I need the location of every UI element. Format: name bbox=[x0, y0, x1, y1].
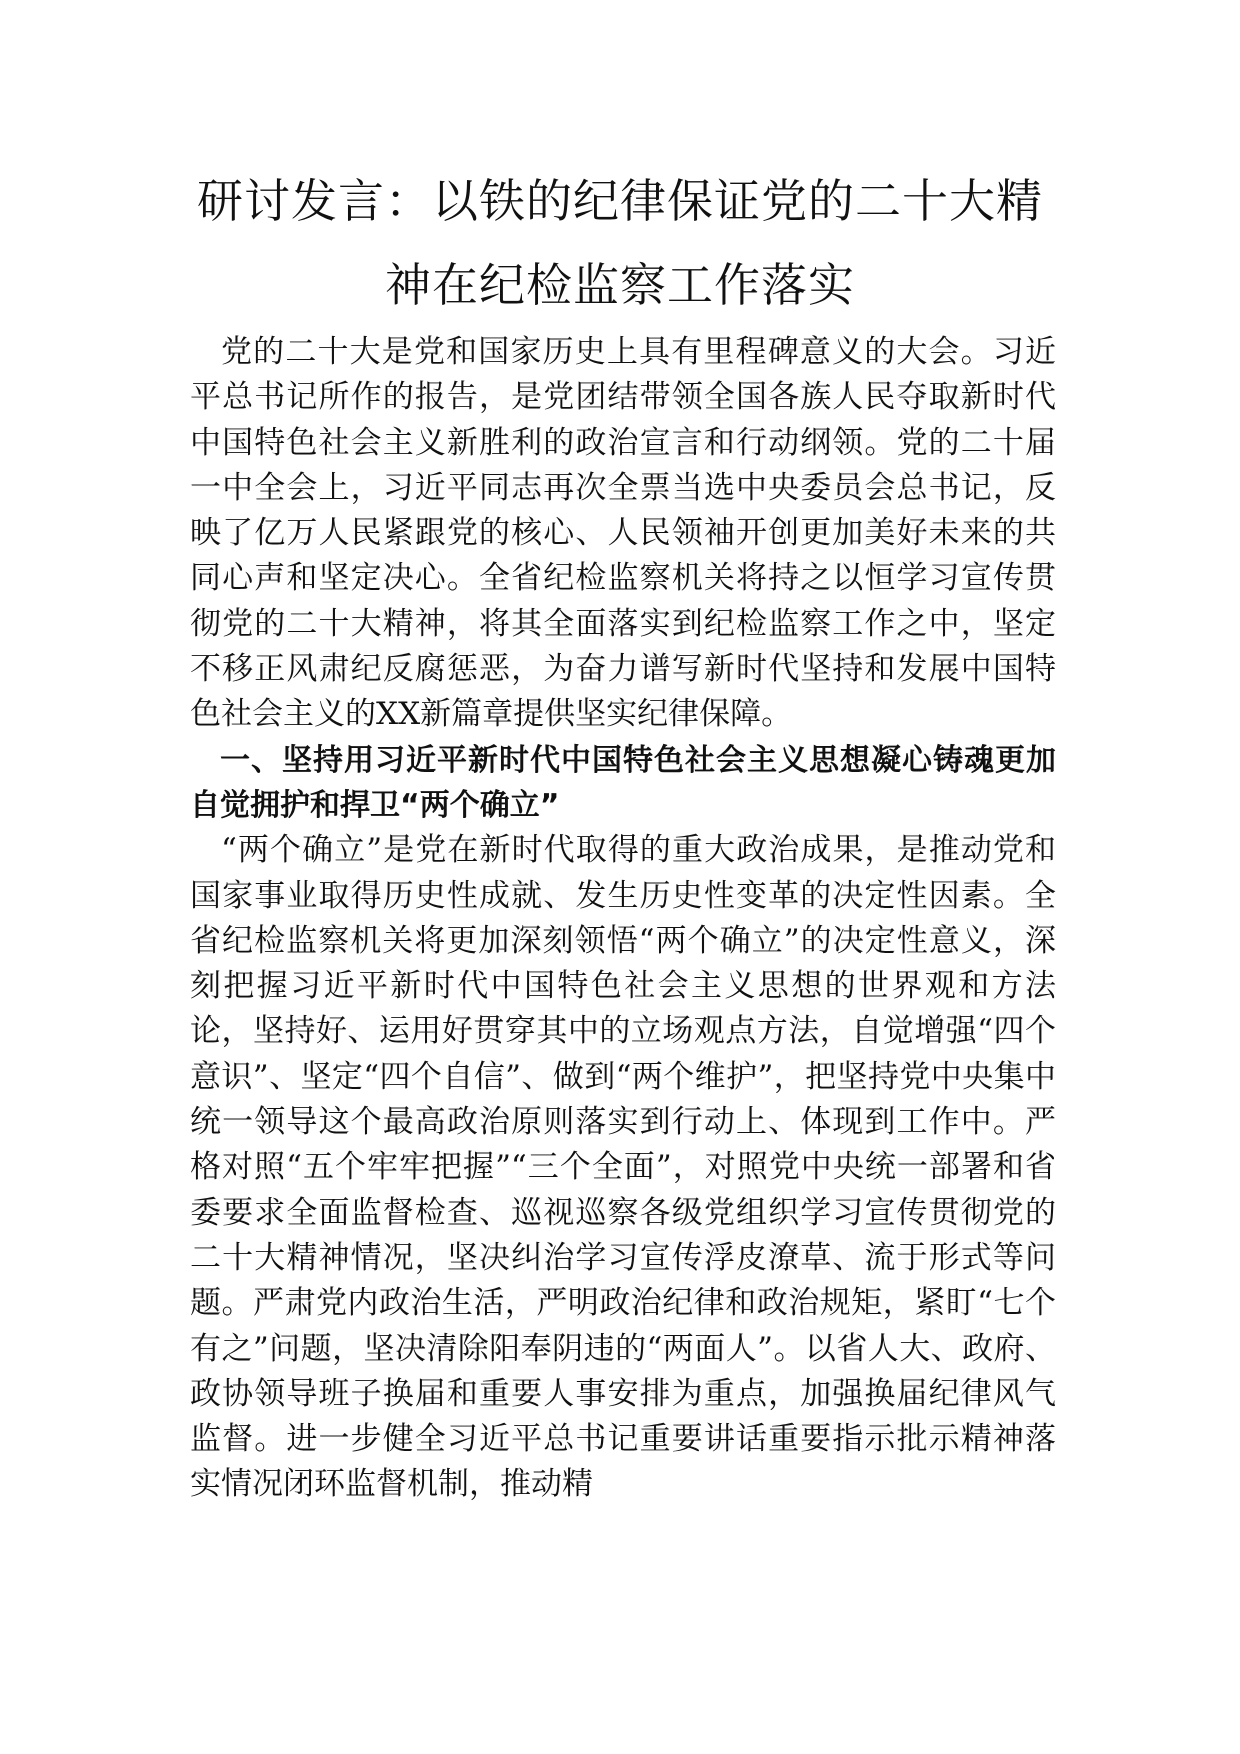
document-title-line-2: 神在纪检监察工作落实 bbox=[385, 258, 855, 312]
document-body bbox=[190, 330, 1056, 1508]
intro-paragraph: 党的二十大是党和国家历史上具有里程碑意义的大会。习近平总书记所作的报告，是党团结带领全国各族人民夺取新时代中国特色社会主义新胜利的政治宣言和行动纲领。党的二十届一中全会上，习近平同志再次全票当选中央委员会总书记，反映了亿万人民紧跟党的核心、人民领袖开创更加美好未来的共同心声和坚定决心。全省纪检监察机关将持之以恒学习宣传贯彻党的二十大精神，将其全面落实到纪检监察工作之中，坚定不移正风肃纪反腐惩恶，为奋力谱写新时代坚持和发展中国特色社会主义的XX新篇章提供坚实纪律保障。 bbox=[190, 334, 1056, 733]
section-1-paragraph: “两个确立”是党在新时代取得的重大政治成果，是推动党和国家事业取得历史性成就、发生历史性变革的决定性因素。全省纪检监察机关将更加深刻领悟“两个确立”的决定性意义，深刻把握习近平新时代中国特色社会主义思想的世界观和方法论，坚持好、运用好贯穿其中的立场观点方法，自觉增强“四个意识”、坚定“四个自信”、做到“两个维护”，把坚持党中央集中统一领导这个最高政治原则落实到行动上、体现到工作中。严格对照“五个牢牢把握”“三个全面”，对照党中央统一部署和省委要求全面监督检查、巡视巡察各级党组织学习宣传贯彻党的二十大精神情况，坚决纠治学习宣传浮皮潦草、流于形式等问题。严肃党内政治生活，严明政治纪律和政治规矩，紧盯“七个有之”问题，坚决清除阳奉阴违的“两面人”。以省人大、政府、政协领导班子换届和重要人事安排为重点，加强换届纪律风气监督。进一步健全习近平总书记重要讲话重要指示批示精神落实情况闭环监督机制，推动精 bbox=[190, 832, 1056, 1503]
section-heading-1: 一、坚持用习近平新时代中国特色社会主义思想凝心铸魂更加自觉拥护和捍卫“两个确立” bbox=[190, 742, 1056, 823]
document-title-line-1: 研讨发言：以铁的纪律保证党的二十大精 bbox=[197, 174, 1043, 228]
